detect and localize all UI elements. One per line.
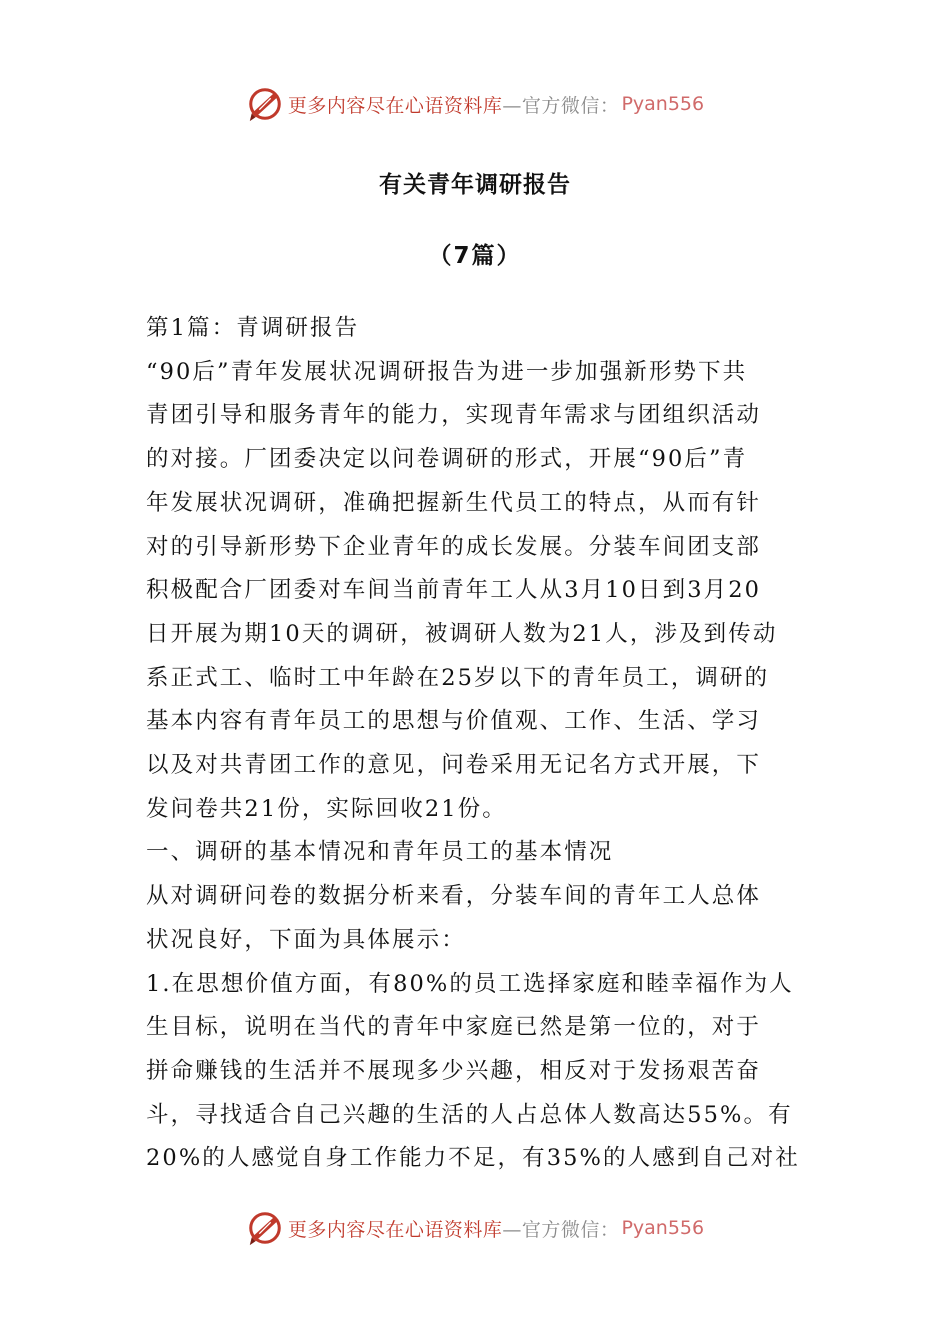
document-body [146,307,808,1181]
banner-gray-text: —官方微信： [502,1218,620,1241]
banner-red-text: 更多内容尽在心语资料库 [287,94,503,117]
body-line: 20%的人感觉自身工作能力不足，有35%的人感到自己对社 [146,1145,800,1172]
header-banner [0,82,950,126]
body-line: 年发展状况调研，准确把握新生代员工的特点，从而有针 [146,489,762,516]
body-line: 从对调研问卷的数据分析来看，分装车间的青年工人总体 [146,883,762,910]
body-line: 青团引导和服务青年的能力，实现青年需求与团组织活动 [146,402,762,429]
body-line: 斗，寻找适合自己兴趣的生活的人占总体人数高达55%。有 [146,1101,793,1128]
pen-logo-icon [246,85,284,123]
body-line: 第1篇：青调研报告 [146,315,360,341]
document-subtitle: （7篇） [428,243,522,269]
pen-logo-icon [246,1209,284,1247]
body-line: 的对接。厂团委决定以问卷调研的形式，开展“90后”青 [146,446,748,473]
body-line: 生目标，说明在当代的青年中家庭已然是第一位的，对于 [146,1014,762,1041]
body-line: 以及对共青团工作的意见，问卷采用无记名方式开展，下 [146,752,762,779]
body-line: 日开展为期10天的调研，被调研人数为21人，涉及到传动 [146,620,778,647]
footer-banner [0,1206,950,1250]
banner-account-id: Pyan556 [621,93,705,115]
body-line: “90后”青年发展状况调研报告为进一步加强新形势下共 [146,358,748,385]
body-line: 基本内容有青年员工的思想与价值观、工作、生活、学习 [146,708,762,735]
body-line: 发问卷共21份，实际回收21份。 [146,795,507,822]
body-line: 积极配合厂团委对车间当前青年工人从3月10日到3月20 [146,577,762,604]
banner-gray-text: —官方微信： [502,94,620,117]
body-line: 对的引导新形势下企业青年的成长发展。分装车间团支部 [146,533,762,560]
banner-red-text: 更多内容尽在心语资料库 [287,1218,503,1241]
body-line: 拼命赚钱的生活并不展现多少兴趣，相反对于发扬艰苦奋 [146,1057,762,1084]
document-title: 有关青年调研报告 [379,172,571,198]
body-line: 系正式工、临时工中年龄在25岁以下的青年员工，调研的 [146,664,770,691]
body-line: 一、调研的基本情况和青年员工的基本情况 [146,839,614,866]
banner-account-id: Pyan556 [621,1217,705,1239]
body-line: 1.在思想价值方面，有80%的员工选择家庭和睦幸福作为人 [146,970,794,997]
body-line: 状况良好，下面为具体展示： [146,926,466,953]
